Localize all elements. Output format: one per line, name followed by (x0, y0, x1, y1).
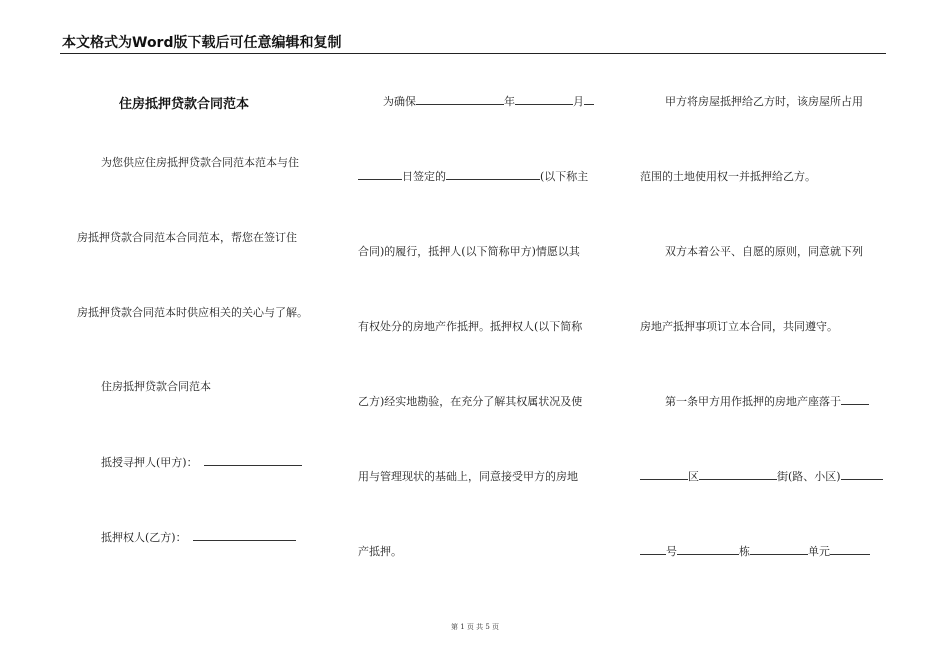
col2-line-3: 合同)的履行，抵押人(以下简称甲方)情愿以其 (358, 245, 580, 258)
col3-text: 单元 (808, 545, 830, 558)
col2-text: (以下称主 (540, 170, 589, 183)
col1-line-5 (101, 454, 302, 470)
col2-line-4: 有权处分的房地产作抵押。抵押权人(以下简称 (358, 320, 583, 333)
col2-text: 年 (504, 95, 515, 108)
download-banner: 本文格式为Word版下载后可任意编辑和复制 (62, 35, 342, 51)
blank (841, 469, 883, 480)
col3-text: 第一条甲方用作抵押的房地产座落于 (665, 395, 841, 408)
blank (584, 94, 594, 105)
col1-line-3: 房抵押贷款合同范本时供应相关的关心与了解。 (77, 306, 308, 319)
col3-line-7 (640, 543, 870, 559)
col1-line-2: 房抵押贷款合同范本合同范本，帮您在签订住 (77, 231, 297, 244)
col1-line-6 (101, 529, 296, 545)
col1-line-1: 为您供应住房抵押贷款合同范本范本与住 (101, 156, 299, 169)
page-number: 第 1 页 共 5 页 (450, 623, 500, 631)
page-title: 住房抵押贷款合同范本 (119, 97, 250, 112)
col2-line-7: 产抵押。 (358, 545, 402, 558)
col3-line-2: 范围的土地使用权一并抵押给乙方。 (640, 170, 816, 183)
col2-line-5: 乙方)经实地勘验，在充分了解其权属状况及使 (358, 395, 583, 408)
col3-line-4: 房地产抵押事项订立本合同，共同遵守。 (640, 320, 838, 333)
mortgagee-blank (193, 530, 296, 541)
col3-text: 栋 (739, 545, 750, 558)
blank (677, 544, 739, 555)
col3-line-3: 双方本着公平、自愿的原则，同意就下列 (665, 245, 863, 258)
col3-text: 区 (688, 470, 699, 483)
header-rule (60, 53, 886, 54)
mortgagor-blank (204, 455, 302, 466)
blank (358, 169, 402, 180)
blank (841, 394, 869, 405)
blank (640, 544, 666, 555)
mortgagor-label: 抵授寻押人(甲方)： (101, 456, 198, 469)
col3-line-5 (665, 393, 869, 409)
blank (515, 94, 573, 105)
col3-text: 号 (666, 545, 677, 558)
col2-line-2 (358, 168, 588, 184)
blank (640, 469, 688, 480)
blank (699, 469, 777, 480)
col3-text: 街(路、小区) (777, 470, 841, 483)
blank (750, 544, 808, 555)
col3-line-6 (640, 468, 883, 484)
col2-line-6: 用与管理现状的基础上，同意接受甲方的房地 (358, 470, 578, 483)
col3-line-1: 甲方将房屋抵押给乙方时，该房屋所占用 (665, 95, 863, 108)
mortgagee-label: 抵押权人(乙方)： (101, 531, 187, 544)
col2-line-1 (383, 93, 594, 109)
blank (446, 169, 540, 180)
col1-line-4: 住房抵押贷款合同范本 (101, 380, 211, 393)
blank (416, 94, 504, 105)
col2-text: 日签定的 (402, 170, 446, 183)
col2-text: 为确保 (383, 95, 416, 108)
col2-text: 月 (573, 95, 584, 108)
blank (830, 544, 870, 555)
